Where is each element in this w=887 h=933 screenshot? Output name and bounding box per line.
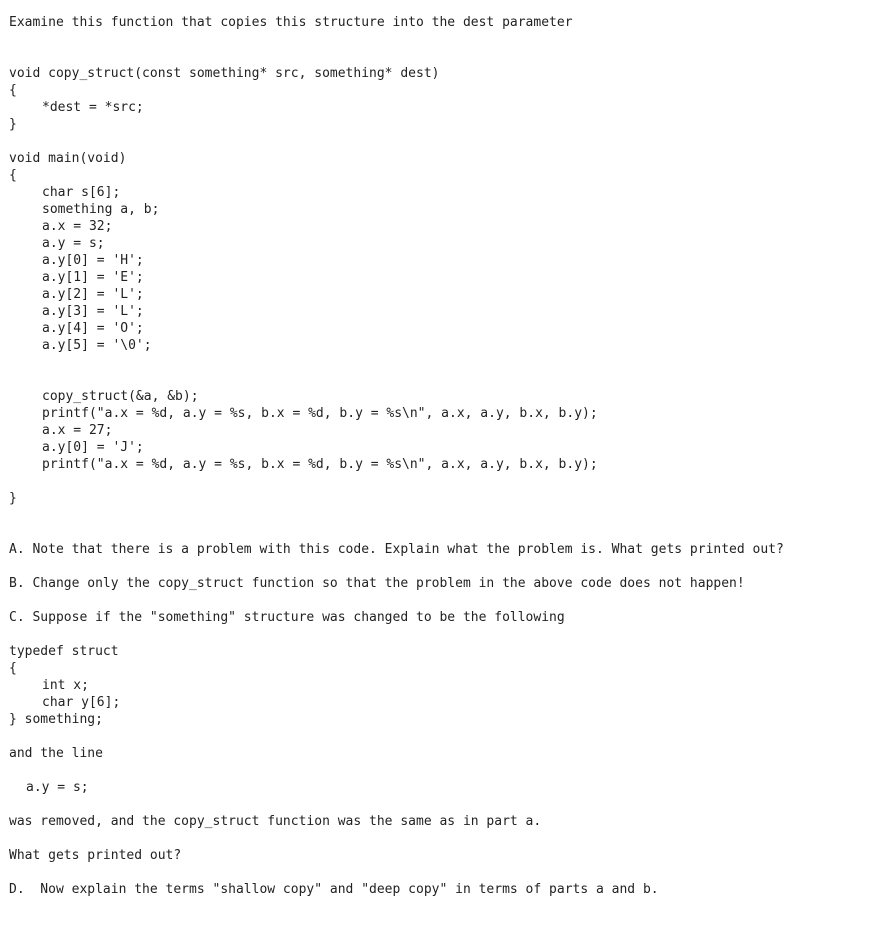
question-a: A. Note that there is a problem with this code. Explain what the problem is. What gets printed out? [9, 542, 784, 557]
code-line: a.x = 27; [42, 423, 113, 438]
typedef-open-brace: { [9, 661, 17, 676]
copy-struct-close-brace: } [9, 117, 17, 132]
code-line: something a, b; [42, 202, 160, 217]
code-line: a.y[0] = 'H'; [42, 253, 144, 268]
typedef-field: int x; [42, 678, 89, 693]
typedef-header: typedef struct [9, 644, 119, 659]
code-line: a.y[5] = '\0'; [42, 338, 152, 353]
removed-line-code: a.y = s; [26, 780, 89, 795]
what-printed-text: What gets printed out? [9, 848, 182, 863]
code-line: char s[6]; [42, 185, 121, 200]
code-line: a.y[4] = 'O'; [42, 321, 144, 336]
removed-text: was removed, and the copy_struct function was the same as in part a. [9, 814, 542, 829]
code-line: a.y[2] = 'L'; [42, 287, 144, 302]
code-line: a.y = s; [42, 236, 105, 251]
question-d: D. Now explain the terms "shallow copy" and "deep copy" in terms of parts a and b. [9, 882, 659, 897]
and-the-line-text: and the line [9, 746, 103, 761]
main-open-brace: { [9, 168, 17, 183]
intro-text: Examine this function that copies this structure into the dest parameter [9, 15, 573, 30]
code-line: a.y[3] = 'L'; [42, 304, 144, 319]
main-signature: void main(void) [9, 151, 127, 166]
copy-struct-open-brace: { [9, 83, 17, 98]
copy-struct-body: *dest = *src; [42, 100, 144, 115]
typedef-field: char y[6]; [42, 695, 121, 710]
code-line: a.x = 32; [42, 219, 113, 234]
code-line: a.y[1] = 'E'; [42, 270, 144, 285]
question-c: C. Suppose if the "something" structure was changed to be the following [9, 610, 565, 625]
copy-struct-signature: void copy_struct(const something* src, something* dest) [9, 66, 440, 81]
typedef-close: } something; [9, 712, 103, 727]
code-line: printf("a.x = %d, a.y = %s, b.x = %d, b.y = %s\n", a.x, a.y, b.x, b.y); [42, 406, 598, 421]
code-line: a.y[0] = 'J'; [42, 440, 144, 455]
main-close-brace: } [9, 491, 17, 506]
code-line: copy_struct(&a, &b); [42, 389, 199, 404]
code-line: printf("a.x = %d, a.y = %s, b.x = %d, b.y = %s\n", a.x, a.y, b.x, b.y); [42, 457, 598, 472]
question-b: B. Change only the copy_struct function so that the problem in the above code does not happen! [9, 576, 745, 591]
